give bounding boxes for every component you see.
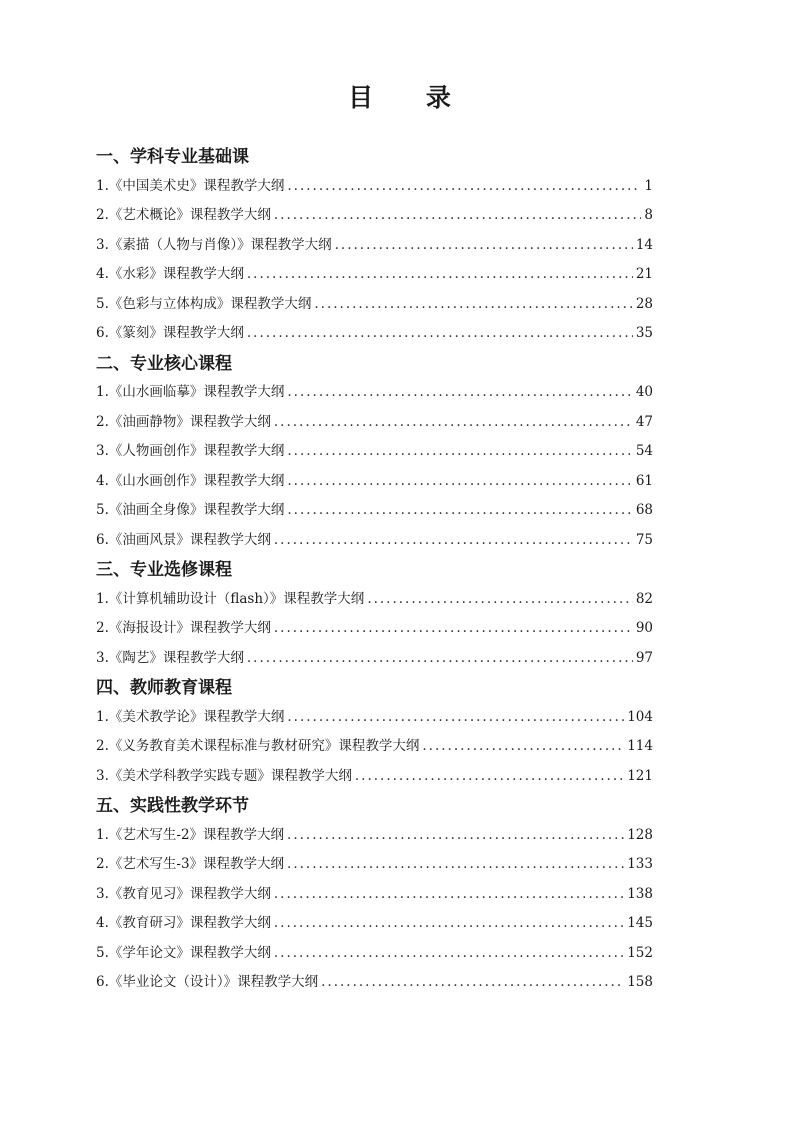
toc-entry[interactable] bbox=[96, 938, 653, 968]
toc-entry-title: 1.《山水画临摹》课程教学大纲 bbox=[96, 384, 285, 400]
toc-page-number: 75 bbox=[635, 531, 653, 548]
dot-leader bbox=[287, 495, 632, 526]
toc-entry[interactable] bbox=[96, 525, 653, 555]
dot-leader bbox=[287, 702, 624, 733]
toc-page-number: 104 bbox=[627, 708, 653, 725]
dot-leader bbox=[274, 879, 624, 910]
toc-page-number: 90 bbox=[635, 620, 653, 636]
dot-leader bbox=[274, 938, 624, 969]
section-heading: 三、专业选修课程 bbox=[96, 560, 232, 580]
toc-entry-title: 4.《山水画创作》课程教学大纲 bbox=[96, 472, 285, 489]
toc-entry[interactable] bbox=[96, 171, 653, 201]
toc-entry[interactable] bbox=[96, 879, 653, 909]
toc-entry-title: 2.《海报设计》课程教学大纲 bbox=[96, 620, 271, 636]
toc-page-number: 114 bbox=[627, 738, 653, 754]
toc-entry[interactable] bbox=[96, 584, 653, 614]
toc-entry[interactable] bbox=[96, 407, 653, 437]
toc-entry-title: 6.《毕业论文（设计）》课程教学大纲 bbox=[96, 974, 319, 990]
toc-entry[interactable] bbox=[96, 466, 653, 496]
toc-page-number: 158 bbox=[627, 974, 653, 990]
toc-page-number: 54 bbox=[635, 443, 653, 459]
toc-entry[interactable] bbox=[96, 702, 653, 732]
toc-entry-title: 1.《计算机辅助设计（flash）》课程教学大纲 bbox=[96, 590, 365, 607]
dot-leader bbox=[355, 761, 624, 792]
toc-page-number: 138 bbox=[627, 885, 653, 902]
section-heading: 四、教师教育课程 bbox=[96, 678, 232, 698]
toc-entry-title: 6.《油画风景》课程教学大纲 bbox=[96, 531, 271, 548]
toc-entry[interactable] bbox=[96, 230, 653, 260]
toc-page-number: 28 bbox=[635, 295, 653, 312]
toc-page-number: 8 bbox=[644, 207, 653, 223]
toc-entry-title: 3.《人物画创作》课程教学大纲 bbox=[96, 443, 285, 459]
toc-entry-title: 2.《艺术写生-3》课程教学大纲 bbox=[96, 856, 285, 872]
toc-entry[interactable] bbox=[96, 761, 653, 791]
toc-entry-title: 5.《油画全身像》课程教学大纲 bbox=[96, 502, 285, 518]
dot-leader bbox=[247, 318, 633, 349]
toc-entry[interactable] bbox=[96, 731, 653, 761]
toc-entry[interactable] bbox=[96, 259, 653, 289]
toc-entry[interactable] bbox=[96, 377, 653, 407]
dot-leader bbox=[287, 849, 624, 880]
toc-entry[interactable] bbox=[96, 908, 653, 938]
toc-page-number: 35 bbox=[635, 325, 653, 341]
toc-page-number: 68 bbox=[635, 502, 653, 518]
toc-entry[interactable] bbox=[96, 613, 653, 643]
toc-page-number: 1 bbox=[644, 177, 653, 194]
toc-entry-title: 4.《教育研习》课程教学大纲 bbox=[96, 915, 271, 931]
toc-entry[interactable] bbox=[96, 643, 653, 673]
toc-entry-title: 1.《艺术写生-2》课程教学大纲 bbox=[96, 826, 285, 843]
dot-leader bbox=[274, 908, 624, 939]
toc-entry-title: 3.《陶艺》课程教学大纲 bbox=[96, 649, 244, 666]
dot-leader bbox=[274, 613, 633, 644]
toc-page-number: 121 bbox=[627, 767, 653, 784]
toc-entry-title: 3.《美术学科教学实践专题》课程教学大纲 bbox=[96, 767, 352, 784]
dot-leader bbox=[287, 820, 624, 851]
table-of-contents bbox=[96, 141, 653, 997]
toc-entry-title: 2.《艺术概论》课程教学大纲 bbox=[96, 207, 271, 223]
toc-page-number: 145 bbox=[627, 915, 653, 931]
dot-leader bbox=[422, 731, 624, 762]
toc-entry[interactable] bbox=[96, 495, 653, 525]
dot-leader bbox=[247, 643, 633, 674]
dot-leader bbox=[274, 525, 633, 556]
toc-entry-title: 6.《篆刻》课程教学大纲 bbox=[96, 325, 244, 341]
toc-page-number: 47 bbox=[635, 413, 653, 430]
toc-page-number: 61 bbox=[635, 472, 653, 489]
toc-page-number: 14 bbox=[635, 236, 653, 253]
toc-entry-title: 5.《色彩与立体构成》课程教学大纲 bbox=[96, 295, 312, 312]
section-heading: 二、专业核心课程 bbox=[96, 353, 232, 374]
dot-leader bbox=[321, 967, 624, 998]
section-heading: 五、实践性教学环节 bbox=[96, 796, 249, 816]
toc-entry[interactable] bbox=[96, 849, 653, 879]
toc-entry-title: 2.《义务教育美术课程标准与教材研究》课程教学大纲 bbox=[96, 738, 420, 754]
toc-title: 目 录 bbox=[348, 83, 473, 112]
dot-leader bbox=[287, 436, 632, 467]
toc-page-number: 40 bbox=[635, 384, 653, 400]
dot-leader bbox=[287, 171, 641, 202]
dot-leader bbox=[287, 377, 632, 408]
toc-entry[interactable] bbox=[96, 318, 653, 348]
toc-page-number: 21 bbox=[635, 266, 653, 282]
toc-entry[interactable] bbox=[96, 289, 653, 319]
dot-leader bbox=[274, 407, 633, 438]
toc-entry-title: 3.《素描（人物与肖像）》课程教学大纲 bbox=[96, 236, 332, 253]
section-heading: 一、学科专业基础课 bbox=[96, 147, 249, 167]
toc-entry[interactable] bbox=[96, 436, 653, 466]
dot-leader bbox=[367, 584, 633, 615]
toc-entry-title: 5.《学年论文》课程教学大纲 bbox=[96, 944, 271, 961]
toc-entry[interactable] bbox=[96, 967, 653, 997]
toc-page-number: 128 bbox=[627, 826, 653, 843]
dot-leader bbox=[314, 289, 632, 320]
toc-entry[interactable] bbox=[96, 200, 653, 230]
toc-entry-title: 4.《水彩》课程教学大纲 bbox=[96, 266, 244, 282]
dot-leader bbox=[274, 200, 642, 231]
toc-entry-title: 1.《中国美术史》课程教学大纲 bbox=[96, 177, 285, 194]
toc-page-number: 82 bbox=[635, 590, 653, 607]
toc-entry-title: 3.《教育见习》课程教学大纲 bbox=[96, 885, 271, 902]
toc-entry[interactable] bbox=[96, 820, 653, 850]
toc-page-number: 97 bbox=[635, 649, 653, 666]
dot-leader bbox=[287, 466, 632, 497]
dot-leader bbox=[247, 259, 633, 290]
toc-entry-title: 2.《油画静物》课程教学大纲 bbox=[96, 413, 271, 430]
dot-leader bbox=[335, 230, 633, 261]
toc-page-number: 133 bbox=[627, 856, 653, 872]
toc-entry-title: 1.《美术教学论》课程教学大纲 bbox=[96, 708, 285, 725]
toc-page-number: 152 bbox=[627, 944, 653, 961]
